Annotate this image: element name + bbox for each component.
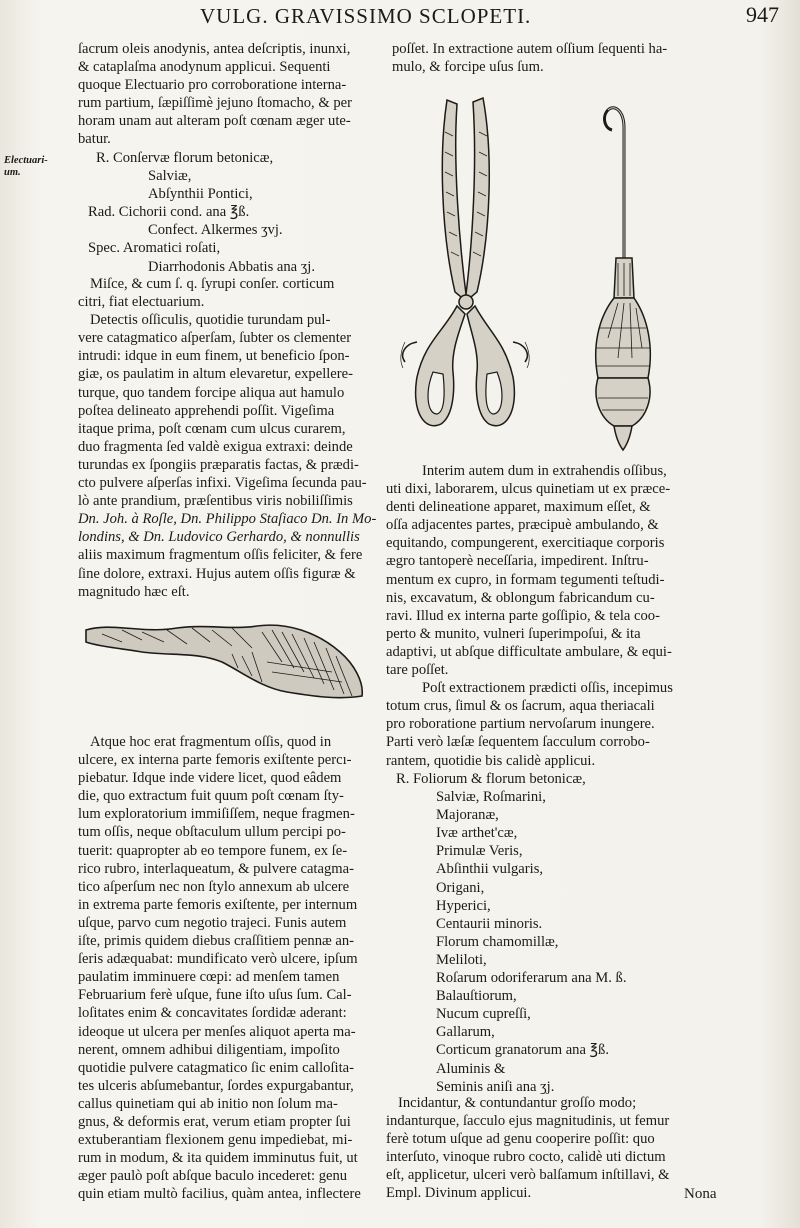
text-line: quoque Electuario pro corroboratione interna- <box>78 77 347 94</box>
recipe-line: R. Foliorum & florum betonicæ, <box>396 771 586 787</box>
text-line: tico aſperſum nec non ſtylo annexum ab ulcere <box>78 878 350 895</box>
recipe-sacculum <box>386 770 696 1096</box>
text-line: lum exploratorium immiſiſſem, neque fragmen- <box>78 806 355 823</box>
text-line: Februarium ferè uſque, fune iſto uſus ſum. Cal- <box>78 987 352 1004</box>
text-line: die, quo extractum fuit quum poſt cœnam ſty- <box>78 788 344 805</box>
text-line: loſitates enim & concavitates ſordidæ aderant: <box>78 1005 347 1022</box>
hook-illustration <box>578 98 668 458</box>
text-line: ravi. Illud ex interna parte goſſipio, & tela coo- <box>386 607 660 624</box>
text-line: giæ, os paulatim in altum elevaretur, expellere- <box>78 366 353 383</box>
recipe-line: Centaurii minoris. <box>436 915 543 932</box>
text-line: rantem, quotidie bis calidè applicui. <box>386 752 596 769</box>
text-line: callus quinetiam qui ab initio non ſolum ma- <box>78 1095 338 1112</box>
text-line: piebatur. Idque inde videre licet, quod eâdem <box>78 770 342 787</box>
left-bottom-paragraph <box>78 733 378 1203</box>
text-line: gnus, & deformis erat, verum etiam propter ſui <box>78 1113 351 1130</box>
text-line: uſque, parvo cum negotio trajeci. Funis autem <box>78 914 347 931</box>
text-line: oſſa adjacentes partes, præcipuè ambulando, & <box>386 517 659 534</box>
text-line: ſacrum oleis anodynis, antea deſcriptis, inunxi, <box>78 41 351 57</box>
recipe-line: Nucum cupreſſi, <box>436 1006 531 1023</box>
text-line: Dn. Joh. à Roſle, Dn. Philippo Staſiaco Dn. In Mo- <box>78 511 377 528</box>
text-line: tuerit: quapropter ab eo tempore funem, ex ſe- <box>78 842 348 859</box>
margin-note: Electuari- um. <box>4 155 48 178</box>
text-line: rum partium, ſæpiſſimè jejuno ſtomacho, & per <box>78 95 352 112</box>
text-line: poſſet. In extractione autem oſſium ſequenti ha- <box>392 41 668 57</box>
text-line: paulatim imminuere cœpi: ad menſem tamen <box>78 969 340 986</box>
left-top-paragraph <box>78 40 378 149</box>
text-line: vere catagmatico aſperſam, ſubter os clementer <box>78 330 352 347</box>
right-top-paragraph <box>392 40 702 76</box>
running-title: VULG. GRAVISSIMO SCLOPETI. <box>200 4 532 28</box>
recipe-line: Salviæ, <box>148 168 192 185</box>
text-line: nis, excavatum, & oblongum fabricandum cu- <box>386 589 655 606</box>
text-line: turque, quo tandem forcipe aliqua aut hamulo <box>78 384 345 401</box>
recipe-line: Rad. Cichorii cond. ana ℥ß. <box>88 204 250 221</box>
text-line: denti delineatione apparet, maximum eſſet, & <box>386 499 651 516</box>
page-number: 947 <box>746 2 779 27</box>
text-line: perto & munito, vulneri ſuperimpoſui, & ita <box>386 625 641 642</box>
text-line: tum oſſis, neque obſtaculum ullum percipi po- <box>78 824 346 841</box>
recipe-line: Seminis aniſi ana ʒj. <box>436 1078 555 1095</box>
text-line: magnitudo hæc eſt. <box>78 583 190 600</box>
text-line: ulcere, ex interna parte femoris exiſtente percı- <box>78 752 352 769</box>
text-line: æger paulò poſt abſque baculo incederet: genu <box>78 1168 348 1185</box>
text-line: ideoque ut ulcera per menſes aliquot aperta ma- <box>78 1023 356 1040</box>
recipe-line: Abſinthii vulgaris, <box>436 861 544 878</box>
text-line: itaque prima, poſt cœnam cum ulcus curarem, <box>78 420 346 437</box>
text-line: Empl. Divinum applicui. <box>386 1185 532 1202</box>
recipe-line: Gallarum, <box>436 1024 495 1041</box>
text-line: Interim autem dum in extrahendis oſſibus, <box>422 463 667 479</box>
text-line: cto pulvere aſperſas infixi. Vigeſima ſecunda pau- <box>78 475 367 492</box>
text-line: adaptivi, ut abſque difficultate ambulare, & equi- <box>386 643 672 660</box>
bone-fragment-illustration <box>82 612 368 707</box>
recipe-line: Hyperici, <box>436 897 491 914</box>
text-line: ægro tantoperè neceſſaria, impedirent. Inſtru- <box>386 553 649 570</box>
text-line: Poſt extractionem prædicti oſſis, incepimus <box>422 680 673 697</box>
catchword: Nona <box>684 1186 717 1202</box>
text-line: horam unam aut alteram poſt cœnam æger ute- <box>78 113 351 130</box>
text-line: uti dixi, laborarem, ulcus quinetiam ut ex præce- <box>386 481 671 498</box>
text-line: Detectis oſſiculis, quotidie turundam pul- <box>90 312 331 329</box>
text-line: turundas ex ſpongiis præparatis factas, & prædi- <box>78 456 359 473</box>
text-line: poſtea delineato apprehendi poſſit. Vigeſima <box>78 402 335 419</box>
recipe-line: Aluminis & <box>436 1060 506 1077</box>
text-line: Miſce, & cum ſ. q. ſyrupi conſer. corticum <box>90 276 335 292</box>
recipe-line: Ivæ arthet'cæ, <box>436 825 518 842</box>
text-line: ferè totum uſque ad genu cooperire poſſit: quo <box>386 1131 655 1148</box>
text-line: pro roboratione partium nervoſarum inungere. <box>386 716 655 733</box>
text-line: quin etiam multò facilius, quàm antea, inflectere <box>78 1186 361 1203</box>
right-bottom-paragraph <box>386 1094 696 1203</box>
recipe-electuary <box>78 149 378 276</box>
text-line: mentum ex cupro, in formam tegumenti teſtudi- <box>386 571 665 588</box>
text-line: citri, fiat electuarium. <box>78 294 205 311</box>
text-line: eſt, applicetur, ulceri verò balſamum inſtillavi, & <box>386 1167 670 1184</box>
text-line: tare poſſet. <box>386 662 449 679</box>
recipe-line: Spec. Aromatici roſati, <box>88 240 221 257</box>
text-line: lò ante prandium, præſentibus viris nobiliſſimis <box>78 493 353 510</box>
text-line: ſeris adæquabat: mundificato verò ulcere, ipſum <box>78 951 358 968</box>
recipe-line: Salviæ, Roſmarini, <box>436 789 546 806</box>
text-line: Parti verò læſæ ſequentem ſacculum corrobo- <box>386 734 650 751</box>
text-line: iſte, primis quidem diebus craſſitiem pennæ an- <box>78 933 355 950</box>
text-line: in extrema parte femoris exiſtente, per internum <box>78 896 358 913</box>
text-line: ſine dolore, extraxi. Hujus autem oſſis figuræ & <box>78 565 356 582</box>
text-line: quotidie pulvere catagmatico ſic enim calloſita- <box>78 1059 354 1076</box>
text-line: intrudi: idque in eum finem, ut beneficio ſpon- <box>78 348 350 365</box>
recipe-line: Corticum granatorum ana ℥ß. <box>436 1042 609 1059</box>
recipe-line: Primulæ Veris, <box>436 843 523 860</box>
recipe-line: Abſynthii Pontici, <box>148 186 253 203</box>
text-line: rico rubro, interlaqueatum, & pulvere catagma- <box>78 860 354 877</box>
text-line: duo fragmenta ſed valdè exigua extraxi: deinde <box>78 438 353 455</box>
recipe-line: Balauſtiorum, <box>436 988 517 1005</box>
text-line: indanturque, ſacculo ejus magnitudinis, ut femur <box>386 1113 670 1130</box>
text-line: batur. <box>78 131 111 148</box>
right-middle-paragraph <box>386 462 696 770</box>
recipe-line: Diarrhodonis Abbatis ana ʒj. <box>148 258 315 275</box>
recipe-line: Origani, <box>436 879 485 896</box>
text-line: & cataplaſma anodynum applicui. Sequenti <box>78 59 331 76</box>
recipe-line: Confect. Alkermes ʒvj. <box>148 222 283 239</box>
recipe-line: Florum chamomillæ, <box>436 933 559 950</box>
text-line: aliis maximum fragmentum oſſis feliciter, & fere <box>78 547 363 564</box>
text-line: interſuto, vinoque rubro cocto, calidè uti dictum <box>386 1149 666 1166</box>
text-line: Incidantur, & contundantur groſſo modo; <box>398 1095 637 1111</box>
text-line: equitando, compungerent, exercitiaque corporis <box>386 535 665 552</box>
recipe-line: Majoranæ, <box>436 807 499 824</box>
text-line: londins, & Dn. Ludovico Gerhardo, & nonnullis <box>78 529 360 546</box>
recipe-line: Meliloti, <box>436 951 487 968</box>
text-line: Atque hoc erat fragmentum oſſis, quod in <box>90 734 332 750</box>
text-line: rum in modum, & ita quidem imminutus fuit, ut <box>78 1150 358 1167</box>
forceps-illustration <box>395 92 535 442</box>
text-line: tes ulceris abſumebantur, ſordes expurgabantur, <box>78 1077 354 1094</box>
text-line: extuberantiam flexionem genu impediebat, mi- <box>78 1132 353 1149</box>
left-middle-paragraph <box>78 275 378 601</box>
text-line: totum crus, ſimul & os ſacrum, aqua theriacali <box>386 698 655 715</box>
recipe-line: R. Conſervæ florum betonicæ, <box>96 150 274 166</box>
text-line: mulo, & forcipe uſus ſum. <box>392 59 544 76</box>
text-line: nerent, omnem adhibui diligentiam, impoſito <box>78 1041 340 1058</box>
recipe-line: Roſarum odoriferarum ana M. ß. <box>436 970 627 987</box>
